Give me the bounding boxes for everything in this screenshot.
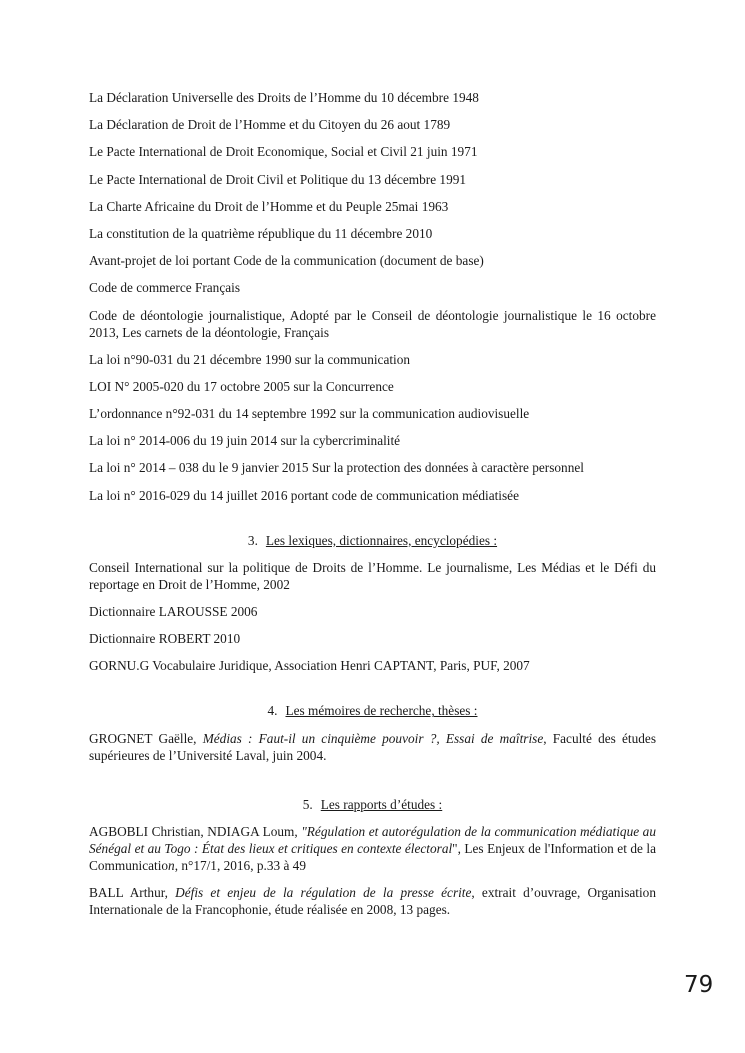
reference-item: La loi n° 2016-029 du 14 juillet 2016 portant code de communication médiatisée <box>89 487 519 503</box>
legal-texts-list <box>89 89 656 504</box>
reference-item: Dictionnaire LAROUSSE 2006 <box>89 604 258 619</box>
section-heading-rapports <box>89 796 656 813</box>
reference-item <box>89 730 656 764</box>
section-heading-lexiques <box>89 532 656 549</box>
reference-item: GORNU.G Vocabulaire Juridique, Association Henri CAPTANT, Paris, PUF, 2007 <box>89 658 530 674</box>
reference-details: , n°17/1, 2016, p.33 à 49 <box>174 857 306 873</box>
reference-title: "Régulation et autorégulation de la communication médiatique au Sénégal et au Togo : État des lieux et critiques en contexte électoral <box>89 823 656 856</box>
reference-item: La loi n° 2014 – 038 du le 9 janvier 2015 Sur la protection des données à caractère personnel <box>89 460 584 476</box>
reference-author: GROGNET Gaëlle, <box>89 730 203 746</box>
section-heading-memoires <box>89 702 656 719</box>
page-number: 79 <box>684 972 714 998</box>
reference-details-italic: n <box>168 857 175 873</box>
section-title: Les mémoires de recherche, thèses : <box>285 703 478 719</box>
reference-author: BALL Arthur, <box>89 884 176 900</box>
reference-item: La Déclaration Universelle des Droits de l’Homme du 10 décembre 1948 <box>89 90 479 105</box>
reference-item: Le Pacte International de Droit Civil et Politique du 13 décembre 1991 <box>89 171 467 187</box>
reference-item <box>89 823 656 874</box>
reference-details: , extrait d’ouvrage, Organisation Internationale de la Francophonie, étude réalisée en 2008, 13 pages. <box>89 884 656 917</box>
reference-details: ", Les Enjeux de l'Information et de la Communicatio <box>89 840 656 873</box>
reference-item: Code de commerce Français <box>89 280 241 296</box>
reference-item: Code de déontologie journalistique, Adopté par le Conseil de déontologie journalistique le 16 octobre 2013, Les carnets de la déontologie, Français <box>89 307 656 340</box>
reference-item: La constitution de la quatrième république du 11 décembre 2010 <box>89 225 433 241</box>
reference-item <box>89 884 656 918</box>
section-number: 3. <box>247 532 258 548</box>
reference-item: La loi n° 2014-006 du 19 juin 2014 sur la cybercriminalité <box>89 433 401 449</box>
reference-author: AGBOBLI Christian, NDIAGA Loum, <box>89 823 302 839</box>
reference-item: L’ordonnance n°92-031 du 14 septembre 1992 sur la communication audiovisuelle <box>89 406 530 422</box>
reference-item: La Déclaration de Droit de l’Homme et du Citoyen du 26 aout 1789 <box>89 117 451 133</box>
reference-item: Conseil International sur la politique de Droits de l’Homme. Le journalisme, Les Médias et le Défi du reportage en Droit de l’Homme, 2002 <box>89 559 656 592</box>
reference-item: La loi n°90-031 du 21 décembre 1990 sur la communication <box>89 351 411 367</box>
section-title: Les rapports d’études : <box>320 796 443 812</box>
reference-details: , Faculté des études supérieures de l’Université Laval, juin 2004. <box>89 730 656 763</box>
reference-title: Médias : Faut-il un cinquième pouvoir ?, Essai de maîtrise <box>202 730 544 746</box>
reference-title: Défis et enjeu de la régulation de la presse écrite <box>175 884 472 900</box>
reference-item: La Charte Africaine du Droit de l’Homme et du Peuple 25mai 1963 <box>89 198 449 214</box>
reference-item: Dictionnaire ROBERT 2010 <box>89 631 241 647</box>
reference-item: LOI N° 2005-020 du 17 octobre 2005 sur la Concurrence <box>89 378 394 394</box>
bibliography-page <box>89 89 656 928</box>
section-number: 4. <box>267 703 278 719</box>
section-number: 5. <box>302 796 313 812</box>
reference-item: Avant-projet de loi portant Code de la communication (document de base) <box>89 253 484 269</box>
section-title: Les lexiques, dictionnaires, encyclopédies : <box>265 532 498 548</box>
reference-item: Le Pacte International de Droit Economique, Social et Civil 21 juin 1971 <box>89 144 478 160</box>
